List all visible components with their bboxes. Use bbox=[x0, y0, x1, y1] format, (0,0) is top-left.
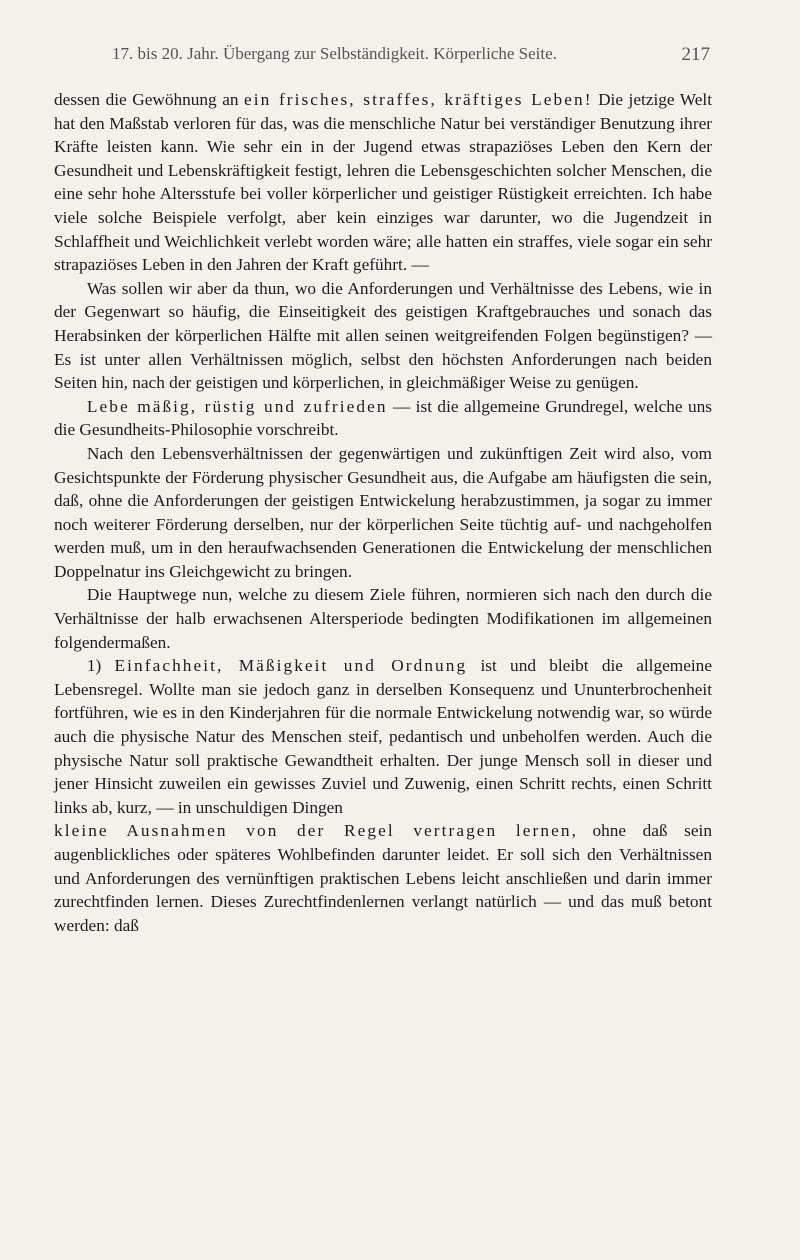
paragraph-1: dessen die Gewöhnung an ein frisches, straffes, kräftiges Leben! Die jetzige Welt hat den Maßstab verloren für das, was die menschliche Natur bei verständiger Benutzung ihrer Kräfte leisten kann. Wie sehr ein in der Jugend etwas strapaziöses Leben den Kern der Gesundheit und Lebenskräftigkeit festigt, lehren die Lebensgeschichten solcher Menschen, die eine sehr hohe Altersstufe bei voller körperlicher und geistiger Rüstigkeit erreichten. Ich habe viele solche Beispiele verfolgt, aber kein einziges war darunter, wo die Jugendzeit in Schlaffheit und Weichlichkeit verlebt worden wäre; alle hatten ein straffes, viele sogar ein sehr strapaziöses Leben in den Jahren der Kraft geführt. — bbox=[54, 90, 712, 275]
paragraph-4: Nach den Lebensverhältnissen der gegenwärtigen und zukünftigen Zeit wird also, vom Gesichtspunkte der Förderung physischer Gesundheit aus, die Aufgabe am häufigsten die sein, daß, ohne die Anforderungen der geistigen Entwickelung herabzustimmen, ja sogar zu immer noch weiterer Förderung derselben, nur der körperlichen Seite tüchtig auf- und nachgeholfen werden muß, um in den heraufwachsenden Generationen die Entwickelung der menschlichen Doppelnatur ins Gleichgewicht zu bringen. bbox=[54, 443, 712, 581]
spaced-emphasis: Lebe mäßig, rüstig und zufrieden bbox=[86, 396, 388, 416]
body-text bbox=[54, 88, 712, 937]
paragraph-7: kleine Ausnahmen von der Regel vertragen lernen, ohne daß sein augenblickliches oder späteres Wohlbefinden darunter leidet. Er soll sich den Verhältnissen und Anforderungen des vernünftigen praktischen Lebens leicht anschließen und darin immer zurechtfinden lernen. Dieses Zurechtfindenlernen verlangt natürlich — und das muß betont werden: daß bbox=[54, 821, 712, 935]
spaced-emphasis: kleine Ausnahmen von der Regel vertragen lernen bbox=[54, 821, 572, 841]
running-header bbox=[112, 44, 710, 64]
running-title: 17. bis 20. Jahr. Übergang zur Selbständigkeit. Körperliche Seite. bbox=[112, 44, 557, 63]
paragraph-3: Lebe mäßig, rüstig und zufrieden — ist die allgemeine Grundregel, welche uns die Gesundheits-Philosophie vorschreibt. bbox=[54, 396, 712, 440]
paragraph-2: Was sollen wir aber da thun, wo die Anforderungen und Verhältnisse des Lebens, wie in der Gegenwart so häufig, die Einseitigkeit des geistigen Kraftgebrauches und sonach das Herabsinken der körperlichen Hälfte mit allen seinen weitgreifenden Folgen begünstigen? — Es ist unter allen Verhältnissen möglich, selbst den höchsten Anforderungen nach beiden Seiten hin, nach der geistigen und körperlichen, in gleichmäßiger Weise zu genügen. bbox=[54, 278, 712, 393]
spaced-emphasis: Einfachheit, Mäßigkeit und Ordnung bbox=[114, 656, 468, 676]
paragraph-5: Die Hauptwege nun, welche zu diesem Ziele führen, normieren sich nach den durch die Verhältnisse der halb erwachsenen Altersperiode bedingten Modifikationen im allgemeinen folgendermaßen. bbox=[54, 585, 712, 652]
spaced-emphasis: ein frisches, straffes, kräftiges Leben! bbox=[244, 90, 593, 109]
page-number: 217 bbox=[681, 44, 710, 65]
paragraph-6: 1) Einfachheit, Mäßigkeit und Ordnung ist und bleibt die allgemeine Lebensregel. Wollte man sie jedoch ganz in derselben Konsequenz und Ununterbrochenheit fortführen, wie es in den Kinderjahren für die normale Entwickelung notwendig war, so würde auch die physische Natur des Menschen steif, pedantisch und unbeholfen werden. Auch die physische Natur soll praktische Gewandtheit erhalten. Der junge Mensch soll in dieser und jener Hinsicht zuweilen ein gewisses Zuviel und Zuwenig, einen Schritt rechts, einen Schritt links ab, kurz, — in unschuldigen Dingen bbox=[54, 656, 712, 817]
